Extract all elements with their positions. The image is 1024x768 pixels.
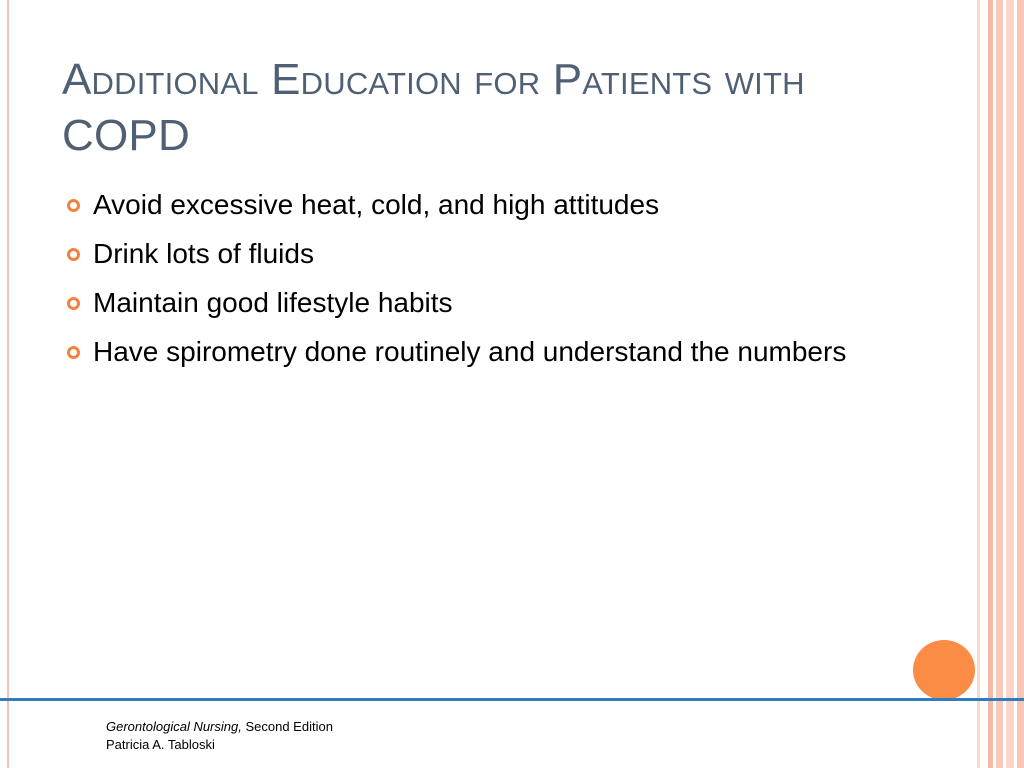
slide-footer [106, 718, 333, 754]
bullet-item [64, 235, 914, 273]
bullet-text: Have spirometry done routinely and understand the numbers [93, 336, 847, 367]
slide-title: Additional Education for Patients with COPD [62, 55, 805, 160]
footer-divider [0, 698, 1024, 701]
bullet-circle-icon [67, 346, 80, 359]
bullet-circle-icon [67, 248, 80, 261]
footer-author: Patricia A. Tabloski [106, 737, 215, 752]
bullet-text: Avoid excessive heat, cold, and high attitudes [93, 189, 660, 220]
bullet-text: Drink lots of fluids [93, 238, 314, 269]
footer-edition: Second Edition [241, 719, 333, 734]
left-border-line [7, 0, 9, 768]
bullet-item [64, 333, 914, 371]
bullet-circle-icon [67, 199, 80, 212]
bullet-item [64, 186, 914, 224]
bullet-item [64, 284, 914, 322]
accent-circle-decoration [913, 640, 975, 700]
bullet-circle-icon [67, 297, 80, 310]
bullet-list [64, 186, 914, 382]
footer-book-line [106, 718, 333, 736]
bullet-text: Maintain good lifestyle habits [93, 287, 453, 318]
footer-book-title: Gerontological Nursing, [106, 719, 242, 734]
